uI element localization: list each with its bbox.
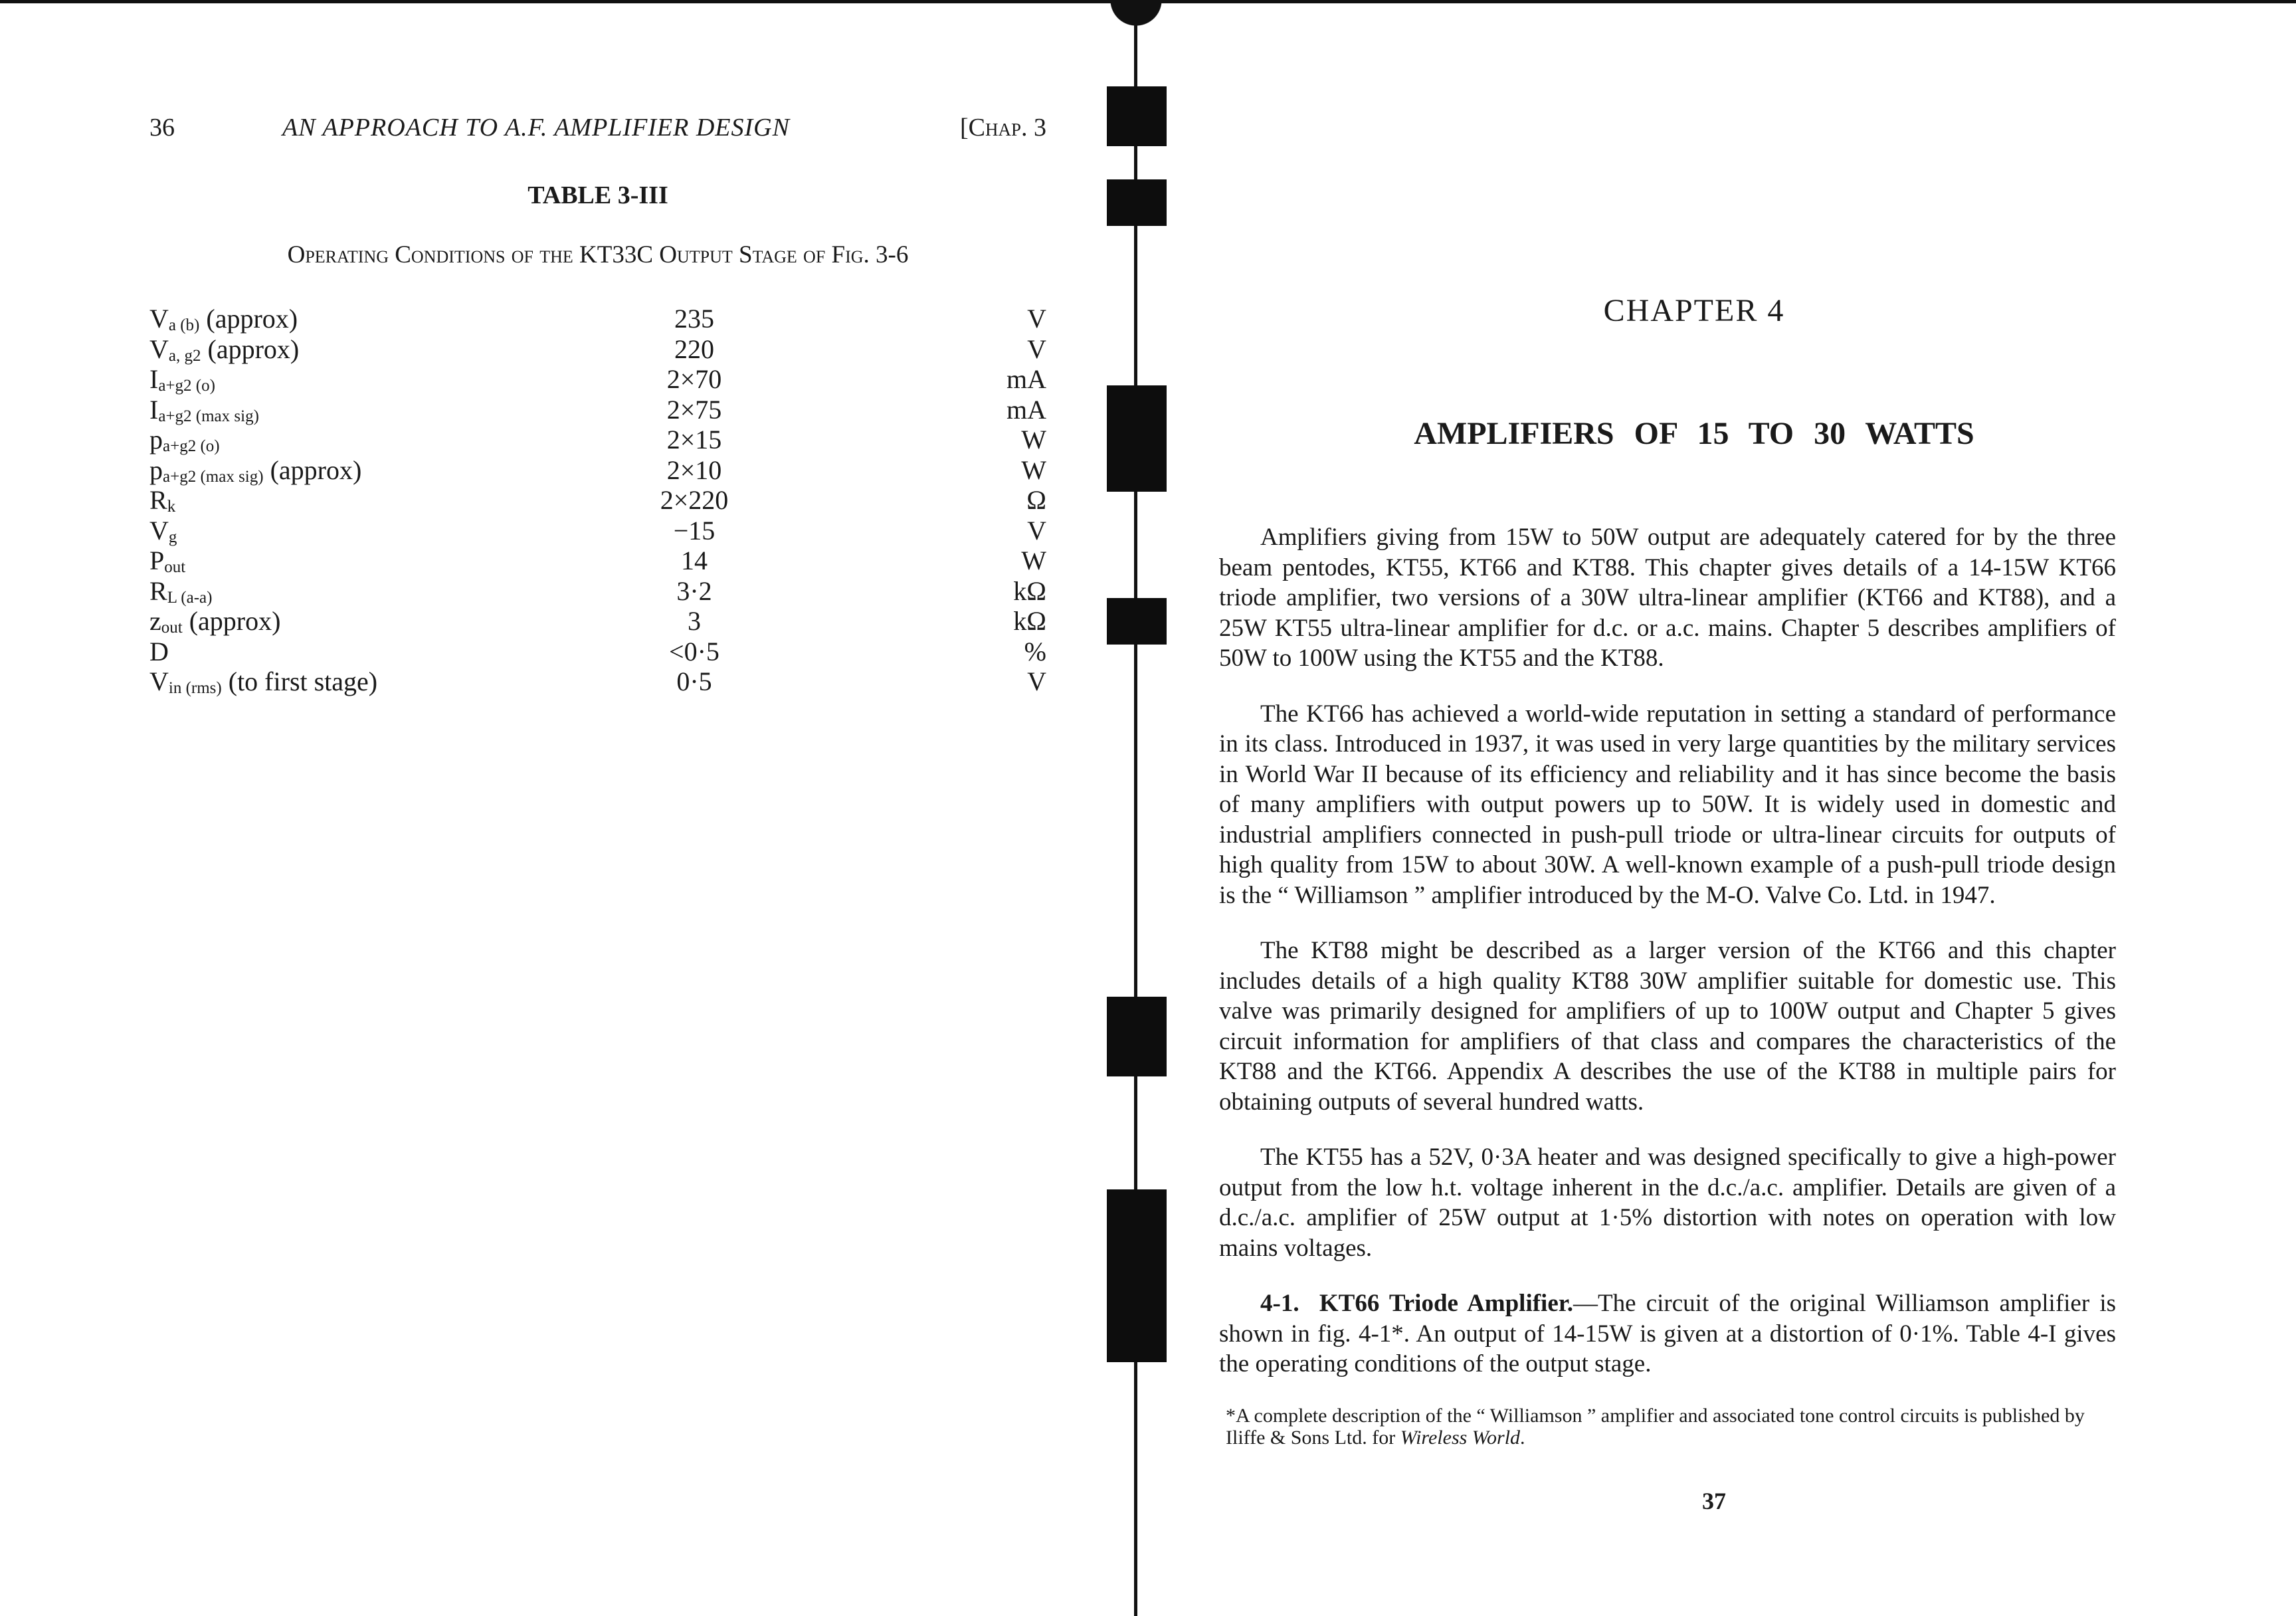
parameter-value: 2×75 (666, 394, 722, 425)
parameter-unit: mA (1006, 394, 1046, 425)
parameter-name: $V_{a, g2}$ (approx) (149, 334, 300, 365)
parameter-name: $p_{a+g2 (o)}$ (149, 425, 220, 455)
parameter-name: $R_k$ (149, 485, 176, 516)
table-row (149, 395, 1046, 425)
chapter-heading: CHAPTER 4 (1603, 293, 1785, 328)
paragraph: The KT55 has a 52V, 0·3A heater and was designed specifically to give a high-power output from the low h.t. voltage inherent in the d.c./a.c. amplifier. Details are given of a d.c./a.c. amplifier of 25W output at 1·5% distortion with notes on operation with low mains voltages. (1219, 1144, 2116, 1262)
parameter-unit: kΩ (1013, 606, 1046, 636)
page-number-left: 36 (149, 114, 175, 142)
parameter-value: 220 (674, 334, 714, 364)
parameter-unit: W (1021, 454, 1046, 485)
parameter-unit: V (1027, 304, 1046, 334)
table-caption: Operating Conditions of the KT33C Output Stage of Fig. 3-6 (287, 241, 909, 268)
footnote: *A complete description of the “ Williamson ” amplifier and associated tone control circuits is published by Iliffe & Sons Ltd. for Wireless World. (1226, 1404, 2085, 1449)
paragraph: The KT88 might be described as a larger version of the KT66 and this chapter includes details of a high quality KT88 30W amplifier suitable for domestic use. This valve was primarily designed for amplifiers of up to 100W output and Chapter 5 gives circuit information for amplifiers of that class and compares the characteristics of the KT88 and the KT66. Appendix A describes the use of the KT88 in multiple pairs for obtaining outputs of several hundred watts. (1219, 937, 2116, 1116)
parameter-unit: V (1027, 666, 1046, 696)
table-row (149, 637, 1046, 667)
parameter-name: $V_g$ (149, 515, 177, 546)
parameter-unit: V (1027, 515, 1046, 546)
table-row (149, 666, 1046, 697)
running-title: AN APPROACH TO A.F. AMPLIFIER DESIGN (282, 114, 790, 142)
parameter-unit: % (1024, 636, 1046, 666)
table-row (149, 304, 1046, 334)
parameter-value: 2×220 (660, 485, 729, 515)
parameter-unit: V (1027, 334, 1046, 364)
section-number: 4-1. (1260, 1290, 1299, 1317)
parameter-value: 2×70 (666, 364, 722, 394)
parameter-value: 14 (681, 546, 708, 575)
section-title: KT66 Triode Amplifier. (1319, 1290, 1574, 1317)
table-row (149, 485, 1046, 516)
parameter-unit: mA (1006, 364, 1046, 394)
table-row (149, 546, 1046, 576)
parameter-name: $p_{a+g2 (max sig)}$ (approx) (149, 454, 362, 486)
chapter-ref: [Chap. 3 (959, 114, 1046, 142)
parameter-value: 2×15 (666, 425, 722, 454)
parameter-name: $V_{a (b)}$ (approx) (149, 304, 298, 334)
section-paragraph (1219, 1288, 2116, 1379)
table-row (149, 364, 1046, 395)
parameter-name: $z_{out}$ (approx) (149, 606, 281, 637)
parameter-value: 235 (674, 304, 714, 334)
table-row (149, 425, 1046, 455)
parameter-name: $I_{a+g2 (max sig)}$ (149, 394, 259, 425)
left-page (149, 113, 1046, 697)
parameter-name: $P_{out}$ (149, 546, 186, 576)
book-gutter (1129, 0, 1141, 1616)
paragraph: The KT66 has achieved a world-wide reputation in setting a standard of performance in its class. Introduced in 1937, it was used in very large quantities by the military services in World War II because of its efficiency and reliability and it has since become the basis of many amplifiers with output powers up to 50W. It is widely used in domestic and industrial amplifiers connected in push-pull triode or ultra-linear circuits for outputs of high quality from 15W to about 30W. A well-known example of a push-pull triode design is the “ Williamson ” amplifier introduced by the M-O. Valve Co. Ltd. in 1947. (1219, 700, 2116, 909)
parameter-value: <0·5 (669, 636, 719, 666)
table-row (149, 516, 1046, 546)
operating-conditions-table (149, 304, 1046, 697)
parameter-value: −15 (673, 515, 716, 546)
table-row (149, 455, 1046, 486)
parameter-value: 0·5 (676, 666, 712, 696)
table-row (149, 606, 1046, 637)
parameter-name: D (149, 636, 169, 666)
parameter-name: $V_{in (rms)}$ (to first stage) (149, 666, 378, 697)
paragraph: Amplifiers giving from 15W to 50W output are adequately catered for by the three beam pentodes, KT55, KT66 and KT88. This chapter gives details of a 14-15W KT66 triode amplifier, two versions of a 30W ultra-linear amplifier (KT66 and KT88), and a 25W KT55 ultra-linear amplifier for d.c. or a.c. mains. Chapter 5 describes amplifiers of 50W to 100W using the KT55 and the KT88. (1219, 524, 2116, 672)
table-title: TABLE 3-III (527, 181, 668, 209)
parameter-value: 3 (688, 606, 701, 636)
parameter-unit: Ω (1026, 485, 1046, 515)
page-number-right: 37 (1702, 1487, 1726, 1514)
parameter-name: $R_{L (a-a)}$ (149, 575, 213, 607)
table-row (149, 576, 1046, 607)
chapter-title: AMPLIFIERS OF 15 TO 30 WATTS (1414, 416, 1974, 451)
section-text: —The circuit of the original Williamson amplifier is shown in fig. 4-1*. An output of 14-15W is given at a distortion of 0·1%. Table 4-I gives the operating conditions of the output stage. (1219, 1290, 2116, 1377)
parameter-unit: W (1021, 546, 1046, 575)
footnote-publication: Wireless World (1400, 1426, 1521, 1449)
parameter-value: 2×10 (666, 454, 722, 485)
parameter-value: 3·2 (676, 575, 712, 606)
running-head (149, 113, 1046, 148)
parameter-unit: kΩ (1013, 575, 1046, 606)
table-row (149, 334, 1046, 365)
parameter-name: $I_{a+g2 (o)}$ (149, 364, 215, 395)
right-page (1219, 292, 2116, 1515)
chapter-body (1219, 522, 2116, 1379)
parameter-unit: W (1021, 425, 1046, 454)
